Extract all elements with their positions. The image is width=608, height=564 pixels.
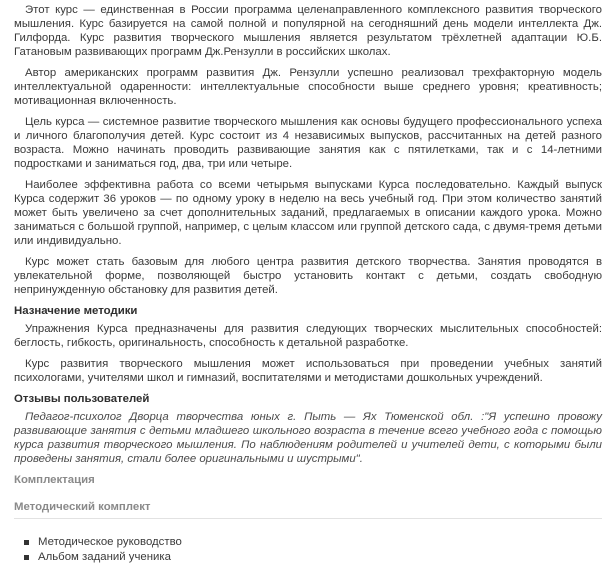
purpose-paragraph-abilities: Упражнения Курса предназначены для развития следующих творческих мыслительных способностей: беглость, гибкость, оригинальность, способность к детальной разработке. <box>14 323 602 349</box>
reviews-heading: Отзывы пользователей <box>14 393 150 405</box>
center-paragraph: Курс может стать базовым для любого центра развития детского творчества. Занятия проводятся в увлекательной форме, позволяющей быстро установить контакт с детьми, создать свободную непринужденную обстановку для развития детей. <box>14 256 602 296</box>
renzulli-paragraph: Автор американских программ развития Дж. Рензулли успешно реализовал трехфакторную модель интеллектуальной одаренности: интеллектуальные способности выше среднего уровня; креативность; мотивационная включенность. <box>14 67 602 107</box>
goal-paragraph: Цель курса — системное развитие творческого мышления как основы будущего профессионального успеха и личного благополучия детей. Курс состоит из 4 независимых выпусков, рассчитанных на детей разного возраста. Можно начинать проводить развивающие занятия как с пятилетками, так и с 14-летними подростками и заниматься год, два, три или четыре. <box>14 116 602 170</box>
review-quote: Педагог-психолог Дворца творчества юных г. Пыть — Ях Тюменской обл. :"Я успешно провожу развивающие занятия с детьми младшего школьного возраста в течение всего учебного года с помощью курса развития творческого мышления. По наблюдениям родителей и учителей дети, с которыми были проведены занятия, стали более оригинальными и шустрыми". <box>14 411 602 465</box>
kit-heading: Комплектация <box>14 474 95 486</box>
list-item: Альбом заданий ученика <box>38 550 602 564</box>
intro-paragraph: Этот курс — единственная в России программа целенаправленного комплексного развития творческого мышления. Курс базируется на самой полной и популярной на сегодняшний день модели интеллекта Дж. Гилфорда. Курс развития творческого мышления является результатом трёхлетней адаптации Ю.Б. Гатановым развивающих программ Дж.Рензулли в российских школах. <box>14 4 602 58</box>
purpose-heading: Назначение методики <box>14 305 138 317</box>
list-item: Методическое руководство <box>38 535 602 549</box>
purpose-paragraph-audience: Курс развития творческого мышления может использоваться при проведении учебных занятий психологами, учителями школ и гимназий, воспитателями и методистами дошкольных учреждений. <box>14 358 602 384</box>
kit-subheading: Методический комплект <box>14 500 602 519</box>
kit-list <box>14 535 602 564</box>
releases-paragraph: Наиболее эффективна работа со всеми четырьмя выпусками Курса последовательно. Каждый выпуск Курса содержит 36 уроков — по одному уроку в неделю на весь учебный год. При этом количество занятий может быть увеличено за счет дополнительных заданий, предлагаемых в описании каждого урока. Можно заниматься с большой группой, например, с целым классом или группой детского сада, с двумя-тремя детьми или индивидуально. <box>14 179 602 247</box>
